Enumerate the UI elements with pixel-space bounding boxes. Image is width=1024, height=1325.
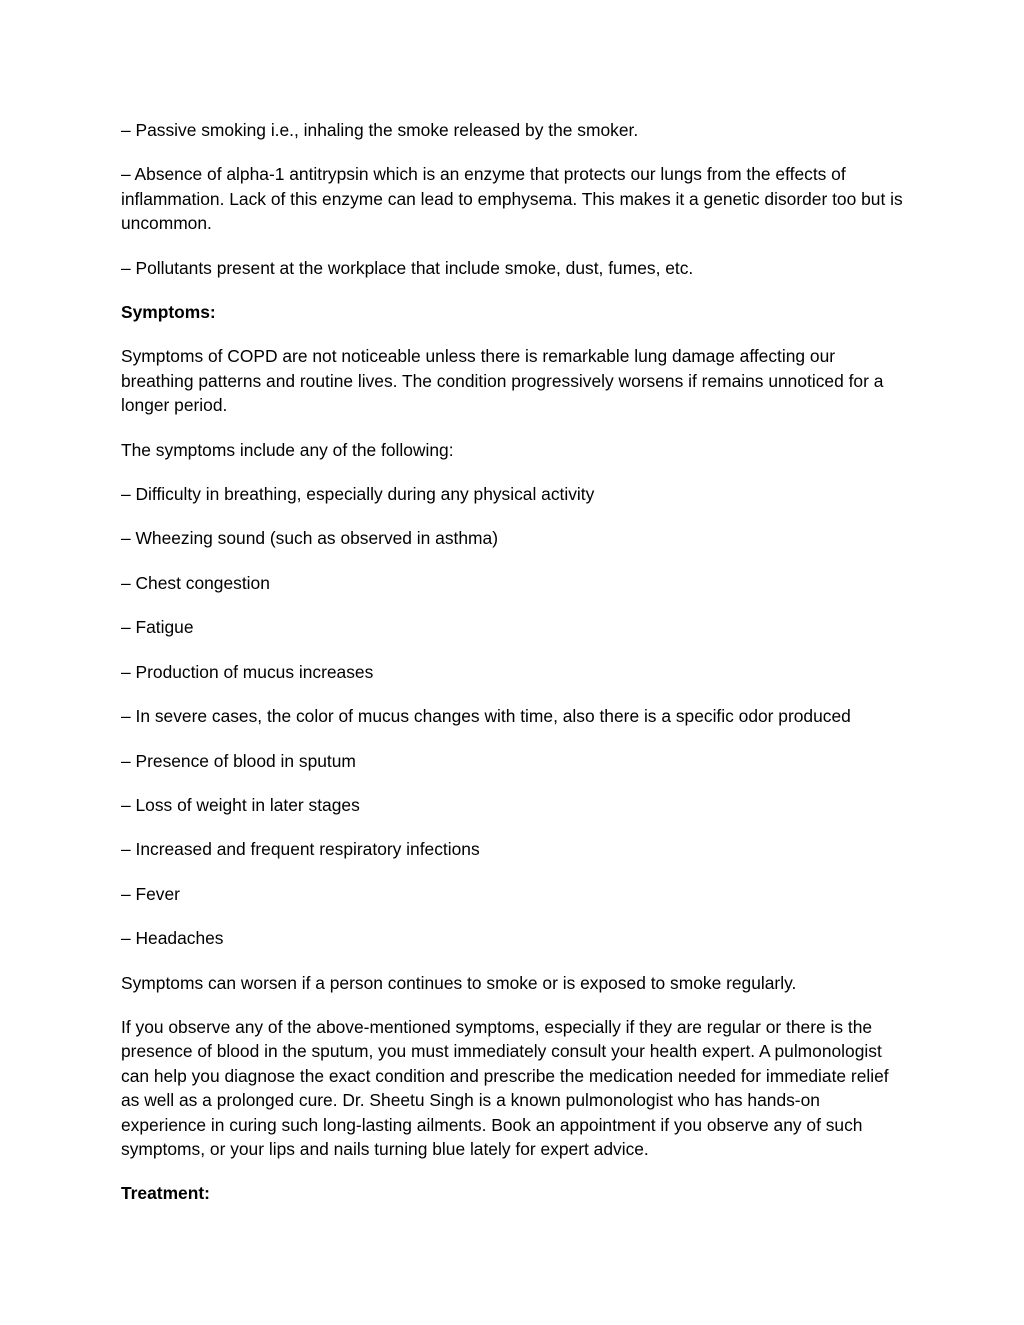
heading-symptoms: Symptoms: (121, 302, 216, 323)
bullet-alpha1-antitrypsin: – Absence of alpha-1 antitrypsin which is an enzyme that protects our lungs from the effects of inflammation. Lack of this enzyme can lead to emphysema. This makes it a genetic disorder too but is uncommon. (121, 164, 903, 234)
bullet-chest-congestion: – Chest congestion (121, 572, 270, 593)
bullet-blood-sputum: – Presence of blood in sputum (121, 750, 356, 771)
paragraph-symptoms-intro: Symptoms of COPD are not noticeable unless there is remarkable lung damage affecting our breathing patterns and routine lives. The condition progressively worsens if remains unnoticed for a longer period. (121, 346, 884, 416)
paragraph-symptoms-list-intro: The symptoms include any of the following: (121, 439, 454, 460)
bullet-weight-loss: – Loss of weight in later stages (121, 794, 360, 815)
bullet-passive-smoking: – Passive smoking i.e., inhaling the smoke released by the smoker. (121, 120, 639, 140)
bullet-fever: – Fever (121, 883, 180, 904)
paragraph-symptoms-worsen: Symptoms can worsen if a person continues to smoke or is exposed to smoke regularly. (121, 972, 797, 993)
bullet-workplace-pollutants: – Pollutants present at the workplace that include smoke, dust, fumes, etc. (121, 257, 694, 278)
bullet-difficulty-breathing: – Difficulty in breathing, especially during any physical activity (121, 484, 595, 505)
bullet-wheezing: – Wheezing sound (such as observed in asthma) (121, 528, 498, 549)
bullet-mucus-color: – In severe cases, the color of mucus changes with time, also there is a specific odor produced (121, 706, 851, 727)
document-body (121, 118, 906, 1226)
bullet-fatigue: – Fatigue (121, 617, 194, 638)
bullet-respiratory-infections: – Increased and frequent respiratory infections (121, 839, 480, 860)
paragraph-consult-expert: If you observe any of the above-mentioned symptoms, especially if they are regular or there is the presence of blood in the sputum, you must immediately consult your health expert. A pulmonologist can help you diagnose the exact condition and prescribe the medication needed for immediate relief as well as a prolonged cure. Dr. Sheetu Singh is a known pulmonologist who has hands-on experience in curing such long-lasting ailments. Book an appointment if you observe any of such symptoms, or your lips and nails turning blue lately for expert advice. (121, 1016, 889, 1159)
bullet-mucus-production: – Production of mucus increases (121, 661, 374, 682)
heading-treatment: Treatment: (121, 1183, 210, 1204)
bullet-headaches: – Headaches (121, 928, 224, 949)
